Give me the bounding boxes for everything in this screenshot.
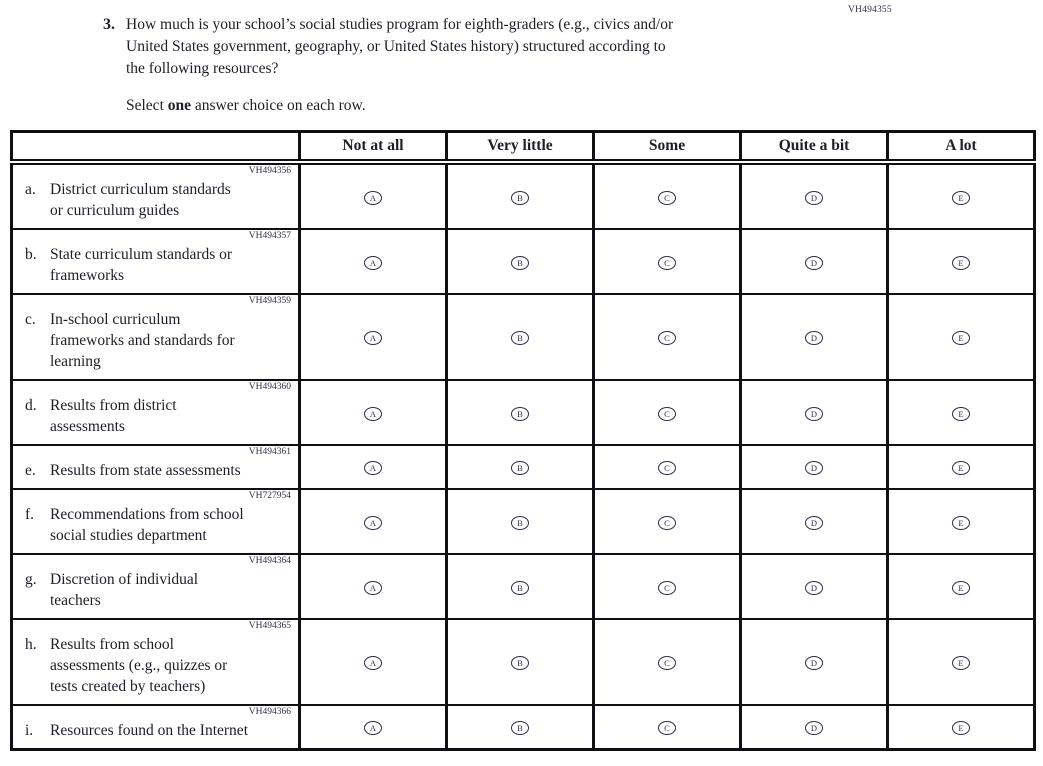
- row-label-line: Discretion of individual: [50, 571, 199, 588]
- answer-bubble-c[interactable]: C: [658, 461, 676, 475]
- instruction-bold-word: one: [167, 97, 191, 114]
- row-letter: d.: [25, 397, 37, 414]
- row-label-line: frameworks: [50, 267, 125, 284]
- answer-cell: [447, 380, 594, 445]
- table-row: [12, 705, 1035, 750]
- answer-bubble-d[interactable]: D: [805, 407, 823, 421]
- answer-bubble-a[interactable]: A: [364, 191, 382, 205]
- row-label-line: Results from school: [50, 636, 174, 653]
- row-item-cell: [12, 619, 300, 705]
- answer-bubble-e[interactable]: E: [952, 256, 970, 270]
- column-header-not-at-all: Not at all: [300, 132, 447, 163]
- answer-cell: [300, 619, 447, 705]
- question-line: How much is your school’s social studies program for eighth-graders (e.g., civics and/or: [126, 16, 674, 33]
- row-label-line: assessments: [50, 418, 125, 435]
- answer-bubble-d[interactable]: D: [805, 656, 823, 670]
- column-header-some: Some: [594, 132, 741, 163]
- row-label: [50, 504, 244, 546]
- answer-cell: [594, 489, 741, 554]
- answer-bubble-b[interactable]: B: [511, 656, 529, 670]
- row-code: VH494364: [248, 556, 291, 566]
- answer-bubble-b[interactable]: B: [511, 191, 529, 205]
- answer-bubble-d[interactable]: D: [805, 461, 823, 475]
- row-item: [22, 395, 292, 437]
- row-item-cell: [12, 554, 300, 619]
- answer-cell: [447, 294, 594, 380]
- answer-cell: [888, 294, 1035, 380]
- row-letter: e.: [25, 462, 36, 479]
- answer-cell: [447, 162, 594, 229]
- table-row: [12, 229, 1035, 294]
- row-code: VH494357: [248, 231, 291, 241]
- row-label-line: Recommendations from school: [50, 506, 244, 523]
- answer-cell: [888, 554, 1035, 619]
- answer-cell: [888, 619, 1035, 705]
- answer-cell: [300, 445, 447, 489]
- table-row: [12, 294, 1035, 380]
- answer-cell: [447, 445, 594, 489]
- answer-cell: [594, 294, 741, 380]
- header-stub-cell: [12, 132, 300, 163]
- answer-bubble-b[interactable]: B: [511, 516, 529, 530]
- answer-cell: [594, 380, 741, 445]
- question-number: 3.: [103, 16, 115, 33]
- row-item-cell: [12, 294, 300, 380]
- answer-bubble-c[interactable]: C: [658, 256, 676, 270]
- row-label-line: Resources found on the Internet: [50, 722, 248, 739]
- question-instruction: [126, 95, 673, 117]
- answer-bubble-d[interactable]: D: [805, 516, 823, 530]
- answer-cell: [741, 489, 888, 554]
- answer-bubble-b[interactable]: B: [511, 461, 529, 475]
- question-text: [126, 14, 673, 117]
- table-row: [12, 445, 1035, 489]
- row-label-line: teachers: [50, 592, 101, 609]
- answer-cell: [594, 229, 741, 294]
- row-letter: i.: [25, 722, 34, 739]
- answer-bubble-d[interactable]: D: [805, 191, 823, 205]
- row-label-line: Results from district: [50, 397, 177, 414]
- answer-bubble-e[interactable]: E: [952, 191, 970, 205]
- answer-cell: [300, 554, 447, 619]
- row-label-line: In-school curriculum: [50, 311, 181, 328]
- answer-bubble-a[interactable]: A: [364, 656, 382, 670]
- row-label: [50, 179, 231, 221]
- answer-bubble-c[interactable]: C: [658, 331, 676, 345]
- column-header-very-little: Very little: [447, 132, 594, 163]
- row-item: [22, 460, 292, 481]
- answer-cell: [447, 705, 594, 750]
- row-item: [22, 569, 292, 611]
- row-item: [22, 309, 292, 372]
- page-accession-code: VH494355: [848, 5, 892, 15]
- column-header-a-lot: A lot: [888, 132, 1035, 163]
- answer-bubble-c[interactable]: C: [658, 407, 676, 421]
- answer-cell: [594, 554, 741, 619]
- answer-cell: [741, 162, 888, 229]
- answer-cell: [594, 162, 741, 229]
- row-label-line: State curriculum standards or: [50, 246, 233, 263]
- answer-bubble-e[interactable]: E: [952, 407, 970, 421]
- answer-cell: [447, 619, 594, 705]
- answer-bubble-a[interactable]: A: [364, 256, 382, 270]
- row-label-line: frameworks and standards for: [50, 332, 235, 349]
- row-label: [50, 460, 241, 481]
- answer-bubble-a[interactable]: A: [364, 407, 382, 421]
- column-header-quite-a-bit: Quite a bit: [741, 132, 888, 163]
- answer-bubble-b[interactable]: B: [511, 331, 529, 345]
- row-label: [50, 569, 198, 611]
- answer-cell: [888, 445, 1035, 489]
- row-code: VH494365: [248, 621, 291, 631]
- answer-bubble-b[interactable]: B: [511, 407, 529, 421]
- answer-bubble-e[interactable]: E: [952, 721, 970, 735]
- answer-bubble-b[interactable]: B: [511, 581, 529, 595]
- answer-bubble-e[interactable]: E: [952, 331, 970, 345]
- answer-cell: [447, 229, 594, 294]
- answer-bubble-c[interactable]: C: [658, 721, 676, 735]
- row-letter: b.: [25, 246, 37, 263]
- row-label-line: tests created by teachers): [50, 678, 206, 695]
- answer-cell: [888, 489, 1035, 554]
- instruction-prefix: Select: [126, 97, 168, 114]
- row-code: VH727954: [248, 491, 291, 501]
- answer-cell: [594, 705, 741, 750]
- answer-bubble-a[interactable]: A: [364, 461, 382, 475]
- answer-bubble-d[interactable]: D: [805, 721, 823, 735]
- row-label: [50, 244, 232, 286]
- row-item: [22, 720, 292, 741]
- row-label: [50, 634, 227, 697]
- row-label-line: District curriculum standards: [50, 181, 231, 198]
- answer-cell: [594, 619, 741, 705]
- row-label-line: or curriculum guides: [50, 202, 180, 219]
- answer-cell: [447, 554, 594, 619]
- answer-grid: [10, 130, 1036, 751]
- table-row: [12, 489, 1035, 554]
- row-item-cell: [12, 162, 300, 229]
- answer-bubble-a[interactable]: A: [364, 331, 382, 345]
- answer-cell: [300, 705, 447, 750]
- row-letter: f.: [25, 506, 35, 523]
- row-label: [50, 309, 235, 372]
- answer-bubble-e[interactable]: E: [952, 581, 970, 595]
- answer-bubble-c[interactable]: C: [658, 516, 676, 530]
- answer-bubble-d[interactable]: D: [805, 581, 823, 595]
- row-label-line: assessments (e.g., quizzes or: [50, 657, 228, 674]
- answer-cell: [741, 380, 888, 445]
- answer-bubble-b[interactable]: B: [511, 721, 529, 735]
- row-item: [22, 179, 292, 221]
- answer-bubble-d[interactable]: D: [805, 331, 823, 345]
- row-code: VH494361: [248, 447, 291, 457]
- row-label: [50, 395, 177, 437]
- answer-cell: [741, 229, 888, 294]
- row-code: VH494356: [248, 166, 291, 176]
- answer-cell: [300, 489, 447, 554]
- table-row: [12, 619, 1035, 705]
- row-label-line: learning: [50, 353, 101, 370]
- question-line: the following resources?: [126, 60, 279, 77]
- answer-cell: [888, 705, 1035, 750]
- answer-bubble-a[interactable]: A: [364, 721, 382, 735]
- row-label-line: Results from state assessments: [50, 462, 241, 479]
- answer-bubble-e[interactable]: E: [952, 656, 970, 670]
- table-row: [12, 162, 1035, 229]
- row-letter: a.: [25, 181, 36, 198]
- row-item-cell: [12, 489, 300, 554]
- answer-bubble-a[interactable]: A: [364, 581, 382, 595]
- row-item: [22, 634, 292, 697]
- answer-bubble-c[interactable]: C: [658, 581, 676, 595]
- answer-bubble-a[interactable]: A: [364, 516, 382, 530]
- answer-cell: [594, 445, 741, 489]
- row-item-cell: [12, 705, 300, 750]
- row-letter: g.: [25, 571, 37, 588]
- answer-cell: [300, 380, 447, 445]
- row-code: VH494360: [248, 382, 291, 392]
- row-code: VH494366: [248, 707, 291, 717]
- answer-cell: [300, 162, 447, 229]
- row-letter: h.: [25, 636, 37, 653]
- answer-bubble-e[interactable]: E: [952, 461, 970, 475]
- answer-cell: [741, 554, 888, 619]
- row-label: [50, 720, 248, 741]
- row-letter: c.: [25, 311, 36, 328]
- answer-cell: [447, 489, 594, 554]
- answer-cell: [888, 229, 1035, 294]
- question-block: [103, 14, 843, 117]
- header-row: [12, 132, 1035, 163]
- answer-cell: [888, 380, 1035, 445]
- row-code: VH494359: [248, 296, 291, 306]
- answer-bubble-c[interactable]: C: [658, 191, 676, 205]
- row-item-cell: [12, 445, 300, 489]
- answer-cell: [300, 229, 447, 294]
- row-item: [22, 504, 292, 546]
- instruction-suffix: answer choice on each row.: [191, 97, 366, 114]
- answer-cell: [741, 619, 888, 705]
- answer-cell: [888, 162, 1035, 229]
- answer-cell: [300, 294, 447, 380]
- answer-bubble-d[interactable]: D: [805, 256, 823, 270]
- table-row: [12, 554, 1035, 619]
- answer-bubble-c[interactable]: C: [658, 656, 676, 670]
- answer-bubble-b[interactable]: B: [511, 256, 529, 270]
- row-item-cell: [12, 380, 300, 445]
- table-row: [12, 380, 1035, 445]
- row-item-cell: [12, 229, 300, 294]
- question-line: United States government, geography, or United States history) structured according to: [126, 38, 666, 55]
- answer-bubble-e[interactable]: E: [952, 516, 970, 530]
- answer-cell: [741, 294, 888, 380]
- row-item: [22, 244, 292, 286]
- row-label-line: social studies department: [50, 527, 207, 544]
- answer-cell: [741, 445, 888, 489]
- answer-cell: [741, 705, 888, 750]
